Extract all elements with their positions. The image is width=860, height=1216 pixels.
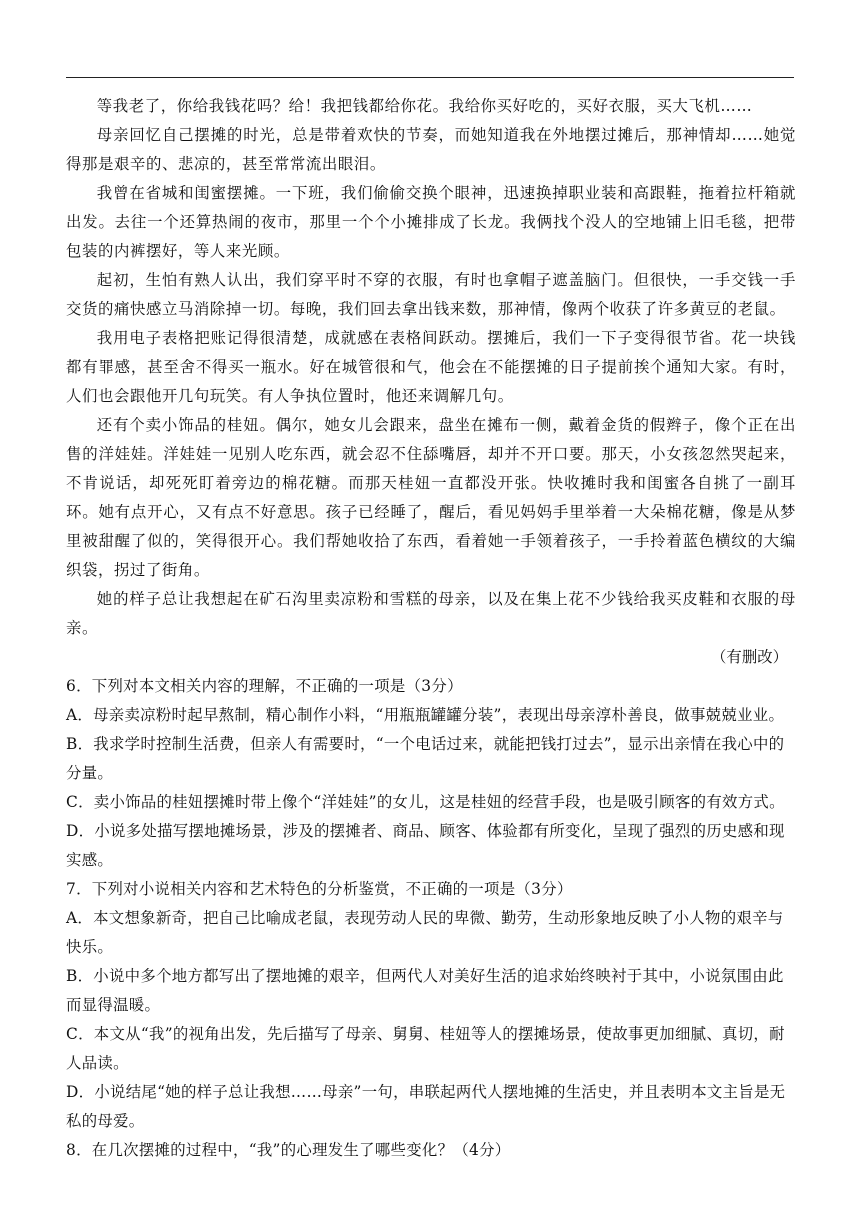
- question-7-stem: 7．下列对小说相关内容和艺术特色的分析鉴赏，不正确的一项是（3分）: [66, 880, 573, 898]
- header-rule: [66, 77, 794, 78]
- question-6-option-a: A．母亲卖凉粉时起早熬制，精心制作小料，“用瓶瓶罐罐分装”，表现出母亲淳朴善良，做事兢兢业业。: [66, 706, 785, 724]
- question-6-stem: 6．下列对本文相关内容的理解，不正确的一项是（3分）: [66, 677, 463, 695]
- source-note: （有删改）: [711, 648, 788, 666]
- question-6-option-b: B．我求学时控制生活费，但亲人有需要时，“一个电话过来，就能把钱打过去”，显示出亲情在我心中的分量。: [66, 735, 785, 782]
- question-7-option-d: D．小说结尾“她的样子总让我想……母亲”一句，串联起两代人摆地摊的生活史，并且表明本文主旨是无私的母爱。: [66, 1083, 786, 1130]
- passage-paragraph-3: 我曾在省城和闺蜜摆摊。一下班，我们偷偷交换个眼神，迅速换掉职业装和高跟鞋，拖着拉杆箱就出发。去往一个还算热闹的夜市，那里一个个小摊排成了长龙。我俩找个没人的空地铺上旧毛毯，把带包装的内裤摆好，等人来光顾。: [66, 184, 796, 260]
- page-content: [66, 92, 796, 1165]
- passage-paragraph-1: 等我老了，你给我钱花吗？给！我把钱都给你花。我给你买好吃的，买好衣服，买大飞机……: [96, 97, 753, 115]
- passage-paragraph-4: 起初，生怕有熟人认出，我们穿平时不穿的衣服，有时也拿帽子遮盖脑门。但很快，一手交钱一手交货的痛快感立马消除掉一切。每晚，我们回去拿出钱来数，那神情，像两个收获了许多黄豆的老鼠。: [66, 271, 796, 318]
- question-6-option-d: D．小说多处描写摆地摊场景，涉及的摆摊者、商品、顾客、体验都有所变化，呈现了强烈的历史感和现实感。: [66, 822, 785, 869]
- passage-paragraph-6: 还有个卖小饰品的桂妞。偶尔，她女儿会跟来，盘坐在摊布一侧，戴着金货的假辫子，像个正在出售的洋娃娃。洋娃娃一见别人吃东西，就会忍不住舔嘴唇，却并不开口要。那天，小女孩忽然哭起来，不肯说话，却死死盯着旁边的棉花糖。而那天桂妞一直都没开张。快收摊时我和闺蜜各自挑了一副耳环。她有点开心，又有点不好意思。孩子已经睡了，醒后，看见妈妈手里举着一大朵棉花糖，像是从梦里被甜醒了似的，笑得很开心。我们帮她收拾了东西，看着她一手领着孩子，一手拎着蓝色横纹的大编织袋，拐过了街角。: [66, 416, 796, 579]
- question-7-option-c: C．本文从“我”的视角出发，先后描写了母亲、舅舅、桂妞等人的摆摊场景，使故事更加细腻、真切，耐人品读。: [66, 1025, 785, 1072]
- passage-paragraph-2: 母亲回忆自己摆摊的时光，总是带着欢快的节奏，而她知道我在外地摆过摊后，那神情却……她觉得那是艰辛的、悲凉的，甚至常常流出眼泪。: [66, 126, 796, 173]
- question-7-option-b: B．小说中多个地方都写出了摆地摊的艰辛，但两代人对美好生活的追求始终映衬于其中，小说氛围由此而显得温暖。: [66, 967, 784, 1014]
- question-8-stem: 8．在几次摆摊的过程中，“我”的心理发生了哪些变化？（4分）: [66, 1141, 511, 1159]
- passage-paragraph-5: 我用电子表格把账记得很清楚，成就感在表格间跃动。摆摊后，我们一下子变得很节省。花一块钱都有罪感，甚至舍不得买一瓶水。好在城管很和气，他会在不能摆摊的日子提前挨个通知大家。有时，人们也会跟他开几句玩笑。有人争执位置时，他还来调解几句。: [66, 329, 796, 405]
- question-7-option-a: A．本文想象新奇，把自己比喻成老鼠，表现劳动人民的卑微、勤劳，生动形象地反映了小人物的艰辛与快乐。: [66, 909, 784, 956]
- passage-paragraph-7: 她的样子总让我想起在矿石沟里卖凉粉和雪糕的母亲，以及在集上花不少钱给我买皮鞋和衣服的母亲。: [66, 590, 796, 637]
- question-6-option-c: C．卖小饰品的桂妞摆摊时带上像个“洋娃娃”的女儿，这是桂妞的经营手段，也是吸引顾客的有效方式。: [66, 793, 785, 811]
